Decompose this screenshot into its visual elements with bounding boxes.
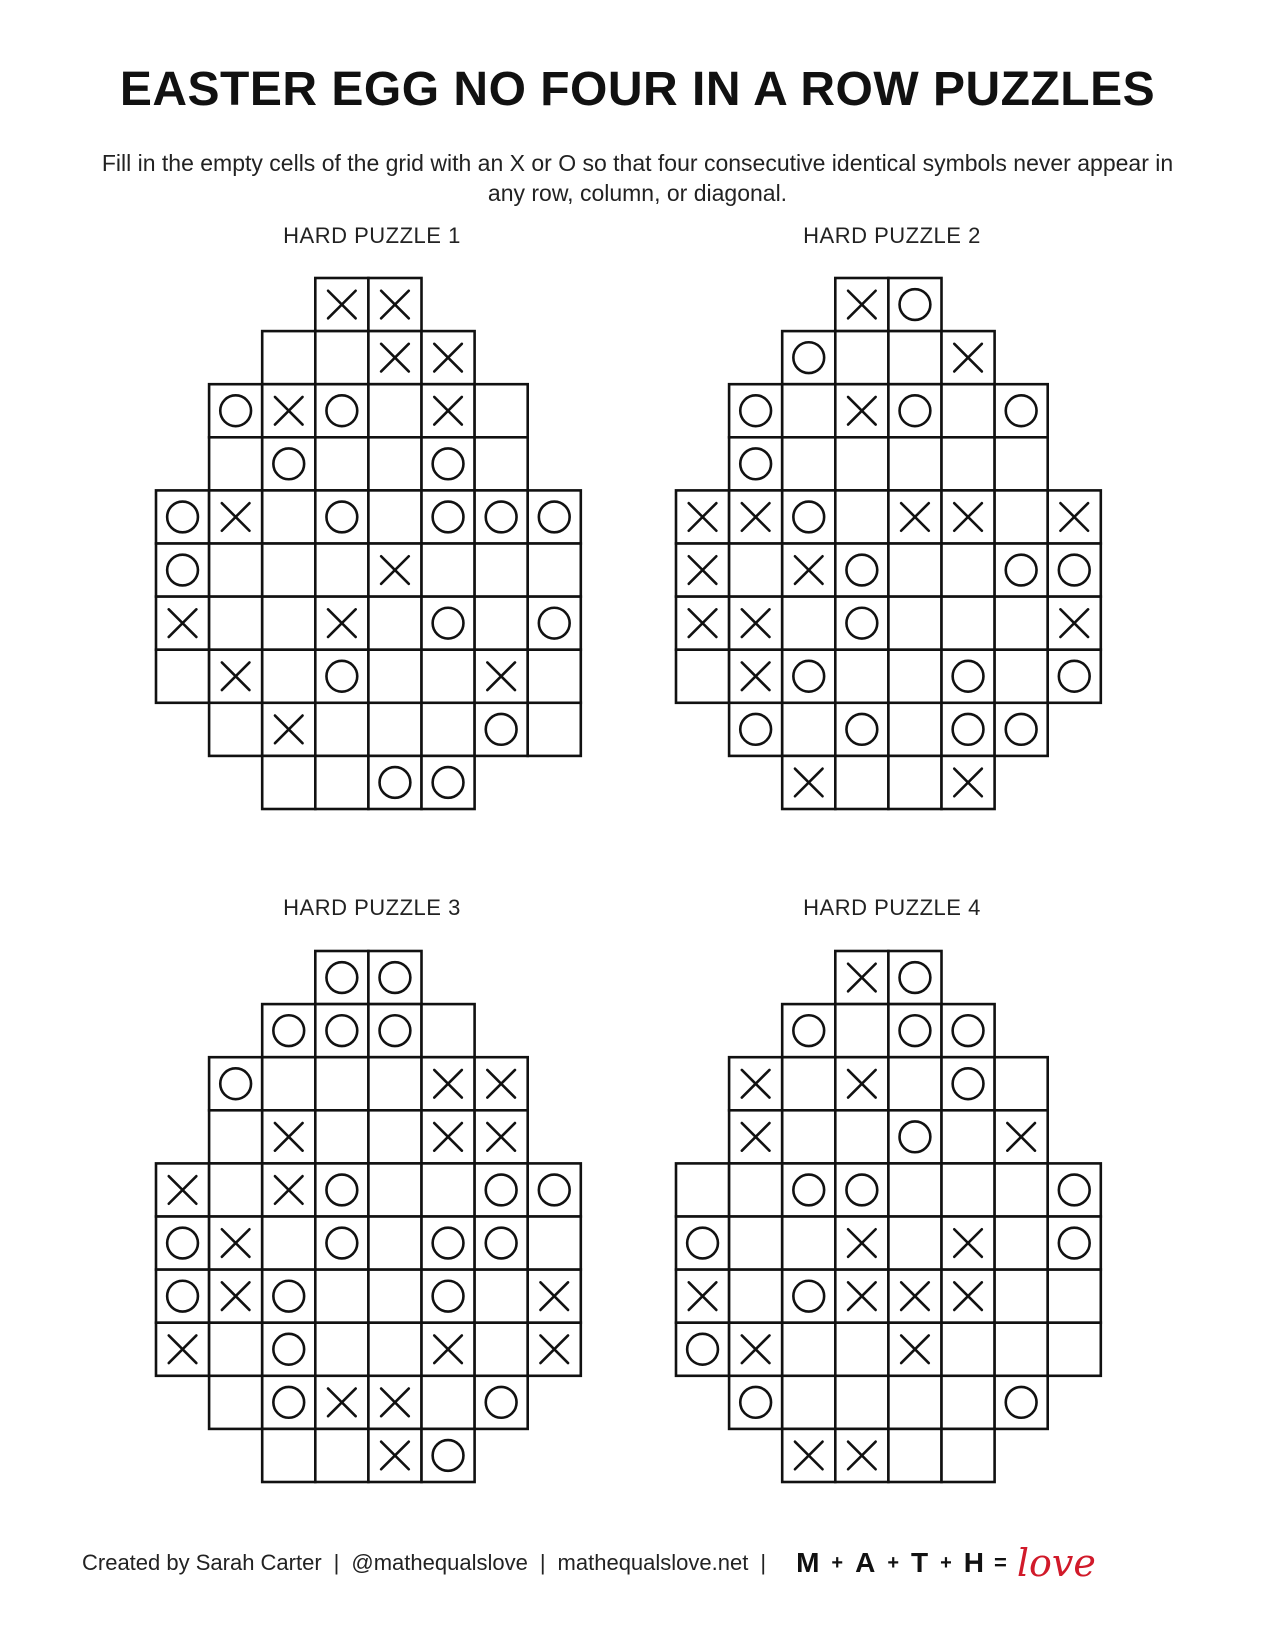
grid-cell[interactable]: [422, 650, 475, 703]
grid-cell: [782, 650, 835, 703]
grid-cell: [835, 597, 888, 650]
brand-plus: +: [831, 1551, 844, 1574]
grid-cell[interactable]: [262, 490, 315, 543]
grid-cell[interactable]: [942, 597, 995, 650]
grid-cell: [422, 756, 475, 809]
grid-cell: [782, 1004, 835, 1057]
grid-cell[interactable]: [782, 1376, 835, 1429]
grid-cell: [942, 1004, 995, 1057]
footer-separator: |: [539, 1550, 546, 1575]
grid-cell[interactable]: [888, 437, 941, 490]
grid-cell[interactable]: [315, 544, 368, 597]
grid-cell: [315, 490, 368, 543]
grid-cell[interactable]: [315, 1429, 368, 1482]
grid-cell: [942, 703, 995, 756]
grid-cell[interactable]: [995, 1217, 1048, 1270]
grid-cell[interactable]: [676, 650, 729, 703]
grid-cell[interactable]: [209, 1110, 262, 1163]
grid-cell: [262, 1270, 315, 1323]
grid-cell: [422, 597, 475, 650]
grid-cell[interactable]: [368, 1323, 421, 1376]
grid-cell[interactable]: [835, 1376, 888, 1429]
brand-letter-h: H: [963, 1547, 985, 1578]
grid-cell[interactable]: [995, 1057, 1048, 1110]
puzzle-1-title: HARD PUZZLE 1: [283, 223, 461, 248]
grid-cell[interactable]: [676, 1163, 729, 1216]
grid-cell[interactable]: [835, 1110, 888, 1163]
grid-cell[interactable]: [368, 650, 421, 703]
brand-logo: [796, 1541, 1096, 1585]
grid-cell: [422, 1429, 475, 1482]
grid-cell: [422, 1217, 475, 1270]
grid-cell: [475, 1217, 528, 1270]
grid-cell: [475, 1163, 528, 1216]
puzzle-2-grid: [673, 275, 1116, 829]
grid-cell[interactable]: [209, 1323, 262, 1376]
grid-cell: [262, 1323, 315, 1376]
grid-cell[interactable]: [262, 1217, 315, 1270]
grid-cell[interactable]: [782, 384, 835, 437]
grid-cell: [368, 951, 421, 1004]
grid-cell[interactable]: [156, 650, 209, 703]
grid-cell[interactable]: [422, 703, 475, 756]
grid-cell[interactable]: [422, 1376, 475, 1429]
grid-cell[interactable]: [209, 544, 262, 597]
grid-cell[interactable]: [368, 1217, 421, 1270]
grid-cell[interactable]: [782, 597, 835, 650]
egg-grid-svg: [673, 275, 1104, 812]
grid-cell[interactable]: [422, 1163, 475, 1216]
grid-cell: [422, 437, 475, 490]
grid-cell: [1048, 1217, 1101, 1270]
grid-cell[interactable]: [315, 1110, 368, 1163]
footer-site: mathequalslove.net: [557, 1550, 749, 1575]
puzzle-4-title: HARD PUZZLE 4: [803, 895, 981, 920]
grid-cell: [315, 1004, 368, 1057]
grid-cell: [676, 1323, 729, 1376]
grid-cell[interactable]: [262, 1429, 315, 1482]
grid-cell[interactable]: [782, 1057, 835, 1110]
grid-cell: [156, 1217, 209, 1270]
grid-cell: [315, 384, 368, 437]
grid-cell: [156, 544, 209, 597]
grid-cell: [315, 1217, 368, 1270]
grid-cell: [729, 437, 782, 490]
grid-cell[interactable]: [315, 703, 368, 756]
grid-cell[interactable]: [729, 544, 782, 597]
grid-cell: [1048, 650, 1101, 703]
grid-cell[interactable]: [422, 1004, 475, 1057]
grid-cell: [782, 1270, 835, 1323]
grid-cell[interactable]: [368, 1110, 421, 1163]
grid-cell[interactable]: [368, 384, 421, 437]
egg-grid-svg: [153, 948, 584, 1485]
grid-cell[interactable]: [262, 597, 315, 650]
grid-cell: [262, 437, 315, 490]
grid-cell: [528, 490, 581, 543]
puzzle-2-title: HARD PUZZLE 2: [803, 223, 981, 248]
grid-cell[interactable]: [995, 437, 1048, 490]
grid-cell: [368, 756, 421, 809]
grid-cell[interactable]: [942, 544, 995, 597]
grid-cell: [888, 384, 941, 437]
puzzle-4-grid: [673, 948, 1116, 1502]
page-title: EASTER EGG NO FOUR IN A ROW PUZZLES: [119, 63, 1156, 116]
grid-cell[interactable]: [368, 437, 421, 490]
grid-cell: [995, 544, 1048, 597]
grid-cell[interactable]: [315, 1057, 368, 1110]
grid-cell: [835, 544, 888, 597]
footer-separator: |: [333, 1550, 340, 1575]
instructions: Fill in the empty cells of the grid with an X or O so that four consecutive identical symbols never appear in any row, column, or diagonal.: [101, 150, 1174, 206]
grid-cell[interactable]: [995, 597, 1048, 650]
grid-cell: [368, 1004, 421, 1057]
grid-cell[interactable]: [475, 597, 528, 650]
grid-cell[interactable]: [782, 437, 835, 490]
grid-cell: [262, 1004, 315, 1057]
brand-letter-m: M: [796, 1547, 820, 1578]
grid-cell[interactable]: [315, 437, 368, 490]
grid-cell[interactable]: [209, 1163, 262, 1216]
grid-cell: [729, 1376, 782, 1429]
grid-cell: [782, 331, 835, 384]
grid-cell[interactable]: [209, 597, 262, 650]
grid-cell[interactable]: [262, 650, 315, 703]
grid-cell[interactable]: [475, 544, 528, 597]
grid-cell[interactable]: [835, 756, 888, 809]
grid-cell[interactable]: [209, 703, 262, 756]
grid-cell[interactable]: [835, 490, 888, 543]
grid-cell[interactable]: [368, 490, 421, 543]
grid-cell: [209, 1057, 262, 1110]
grid-cell: [156, 1270, 209, 1323]
grid-cell[interactable]: [835, 437, 888, 490]
grid-cell: [995, 384, 1048, 437]
brand-plus: +: [887, 1551, 899, 1574]
footer: [82, 1538, 1202, 1588]
brand-letter-t: T: [911, 1547, 929, 1578]
grid-cell: [209, 384, 262, 437]
grid-cell[interactable]: [315, 331, 368, 384]
grid-cell[interactable]: [368, 597, 421, 650]
grid-cell[interactable]: [729, 1217, 782, 1270]
grid-cell: [1048, 1163, 1101, 1216]
footer-separator: |: [760, 1550, 767, 1575]
egg-grid-svg: [673, 948, 1104, 1485]
grid-cell[interactable]: [942, 1323, 995, 1376]
grid-cell: [315, 650, 368, 703]
grid-cell[interactable]: [528, 1217, 581, 1270]
grid-cell[interactable]: [528, 544, 581, 597]
grid-cell: [262, 1376, 315, 1429]
grid-cell: [995, 1376, 1048, 1429]
grid-cell[interactable]: [262, 756, 315, 809]
grid-cell: [156, 490, 209, 543]
grid-cell: [475, 1376, 528, 1429]
grid-cell[interactable]: [888, 703, 941, 756]
grid-cell: [475, 703, 528, 756]
grid-cell: [942, 1057, 995, 1110]
grid-cell[interactable]: [368, 1270, 421, 1323]
grid-cell[interactable]: [782, 703, 835, 756]
footer-handle: @mathequalslove: [351, 1550, 528, 1575]
grid-cell[interactable]: [995, 1270, 1048, 1323]
grid-cell[interactable]: [528, 650, 581, 703]
grid-cell: [888, 1110, 941, 1163]
grid-cell[interactable]: [888, 1163, 941, 1216]
grid-cell: [782, 490, 835, 543]
grid-cell: [995, 703, 1048, 756]
grid-cell[interactable]: [888, 756, 941, 809]
grid-cell[interactable]: [368, 1057, 421, 1110]
grid-cell[interactable]: [942, 1429, 995, 1482]
grid-cell: [315, 951, 368, 1004]
grid-cell: [528, 597, 581, 650]
grid-cell: [729, 384, 782, 437]
grid-cell[interactable]: [475, 384, 528, 437]
grid-cell[interactable]: [782, 1217, 835, 1270]
grid-cell[interactable]: [1048, 1270, 1101, 1323]
grid-cell[interactable]: [888, 650, 941, 703]
grid-cell[interactable]: [782, 1110, 835, 1163]
grid-cell[interactable]: [209, 1376, 262, 1429]
grid-cell[interactable]: [835, 1004, 888, 1057]
grid-cell[interactable]: [942, 437, 995, 490]
grid-cell[interactable]: [995, 650, 1048, 703]
grid-cell[interactable]: [315, 1270, 368, 1323]
grid-cell: [315, 1163, 368, 1216]
brand-letter-a: A: [855, 1547, 876, 1578]
puzzle-3-grid: [153, 948, 596, 1502]
brand-equals: =: [994, 1550, 1007, 1575]
grid-cell[interactable]: [888, 331, 941, 384]
grid-cell: [528, 1163, 581, 1216]
grid-cell[interactable]: [995, 1163, 1048, 1216]
grid-cell: [888, 951, 941, 1004]
grid-cell[interactable]: [942, 1163, 995, 1216]
grid-cell[interactable]: [835, 650, 888, 703]
grid-cell: [835, 703, 888, 756]
grid-cell[interactable]: [888, 1057, 941, 1110]
grid-cell[interactable]: [942, 1376, 995, 1429]
grid-cell[interactable]: [888, 544, 941, 597]
footer-credit: Created by Sarah Carter: [82, 1550, 322, 1575]
grid-cell[interactable]: [475, 437, 528, 490]
grid-cell[interactable]: [888, 1429, 941, 1482]
grid-cell: [942, 650, 995, 703]
grid-cell[interactable]: [1048, 1323, 1101, 1376]
grid-cell[interactable]: [475, 1270, 528, 1323]
grid-cell: [422, 490, 475, 543]
grid-cell: [729, 703, 782, 756]
grid-cell[interactable]: [368, 1163, 421, 1216]
grid-cell: [888, 278, 941, 331]
grid-cell[interactable]: [729, 1163, 782, 1216]
grid-cell[interactable]: [209, 437, 262, 490]
grid-cell: [1048, 544, 1101, 597]
grid-cell[interactable]: [528, 703, 581, 756]
brand-plus: +: [940, 1551, 952, 1574]
puzzle-3-title: HARD PUZZLE 3: [283, 895, 461, 920]
grid-cell[interactable]: [475, 1323, 528, 1376]
grid-cell[interactable]: [262, 544, 315, 597]
grid-cell: [782, 1163, 835, 1216]
brand-love-script: love: [1016, 1541, 1096, 1585]
grid-cell[interactable]: [835, 1323, 888, 1376]
grid-cell: [676, 1217, 729, 1270]
grid-cell: [422, 1270, 475, 1323]
grid-cell[interactable]: [888, 1376, 941, 1429]
grid-cell[interactable]: [942, 384, 995, 437]
grid-cell: [888, 1004, 941, 1057]
grid-cell[interactable]: [422, 544, 475, 597]
grid-cell[interactable]: [315, 756, 368, 809]
grid-cell[interactable]: [315, 1323, 368, 1376]
grid-cell[interactable]: [262, 331, 315, 384]
grid-cell[interactable]: [995, 490, 1048, 543]
grid-cell[interactable]: [729, 1270, 782, 1323]
grid-cell[interactable]: [995, 1323, 1048, 1376]
egg-grid-svg: [153, 275, 584, 812]
grid-cell[interactable]: [782, 1323, 835, 1376]
grid-cell: [835, 1163, 888, 1216]
grid-cell[interactable]: [942, 1110, 995, 1163]
grid-cell[interactable]: [262, 1057, 315, 1110]
grid-cell: [475, 490, 528, 543]
grid-cell[interactable]: [835, 331, 888, 384]
puzzle-1-grid: [153, 275, 596, 829]
grid-cell[interactable]: [888, 1217, 941, 1270]
grid-cell[interactable]: [888, 597, 941, 650]
grid-cell[interactable]: [368, 703, 421, 756]
